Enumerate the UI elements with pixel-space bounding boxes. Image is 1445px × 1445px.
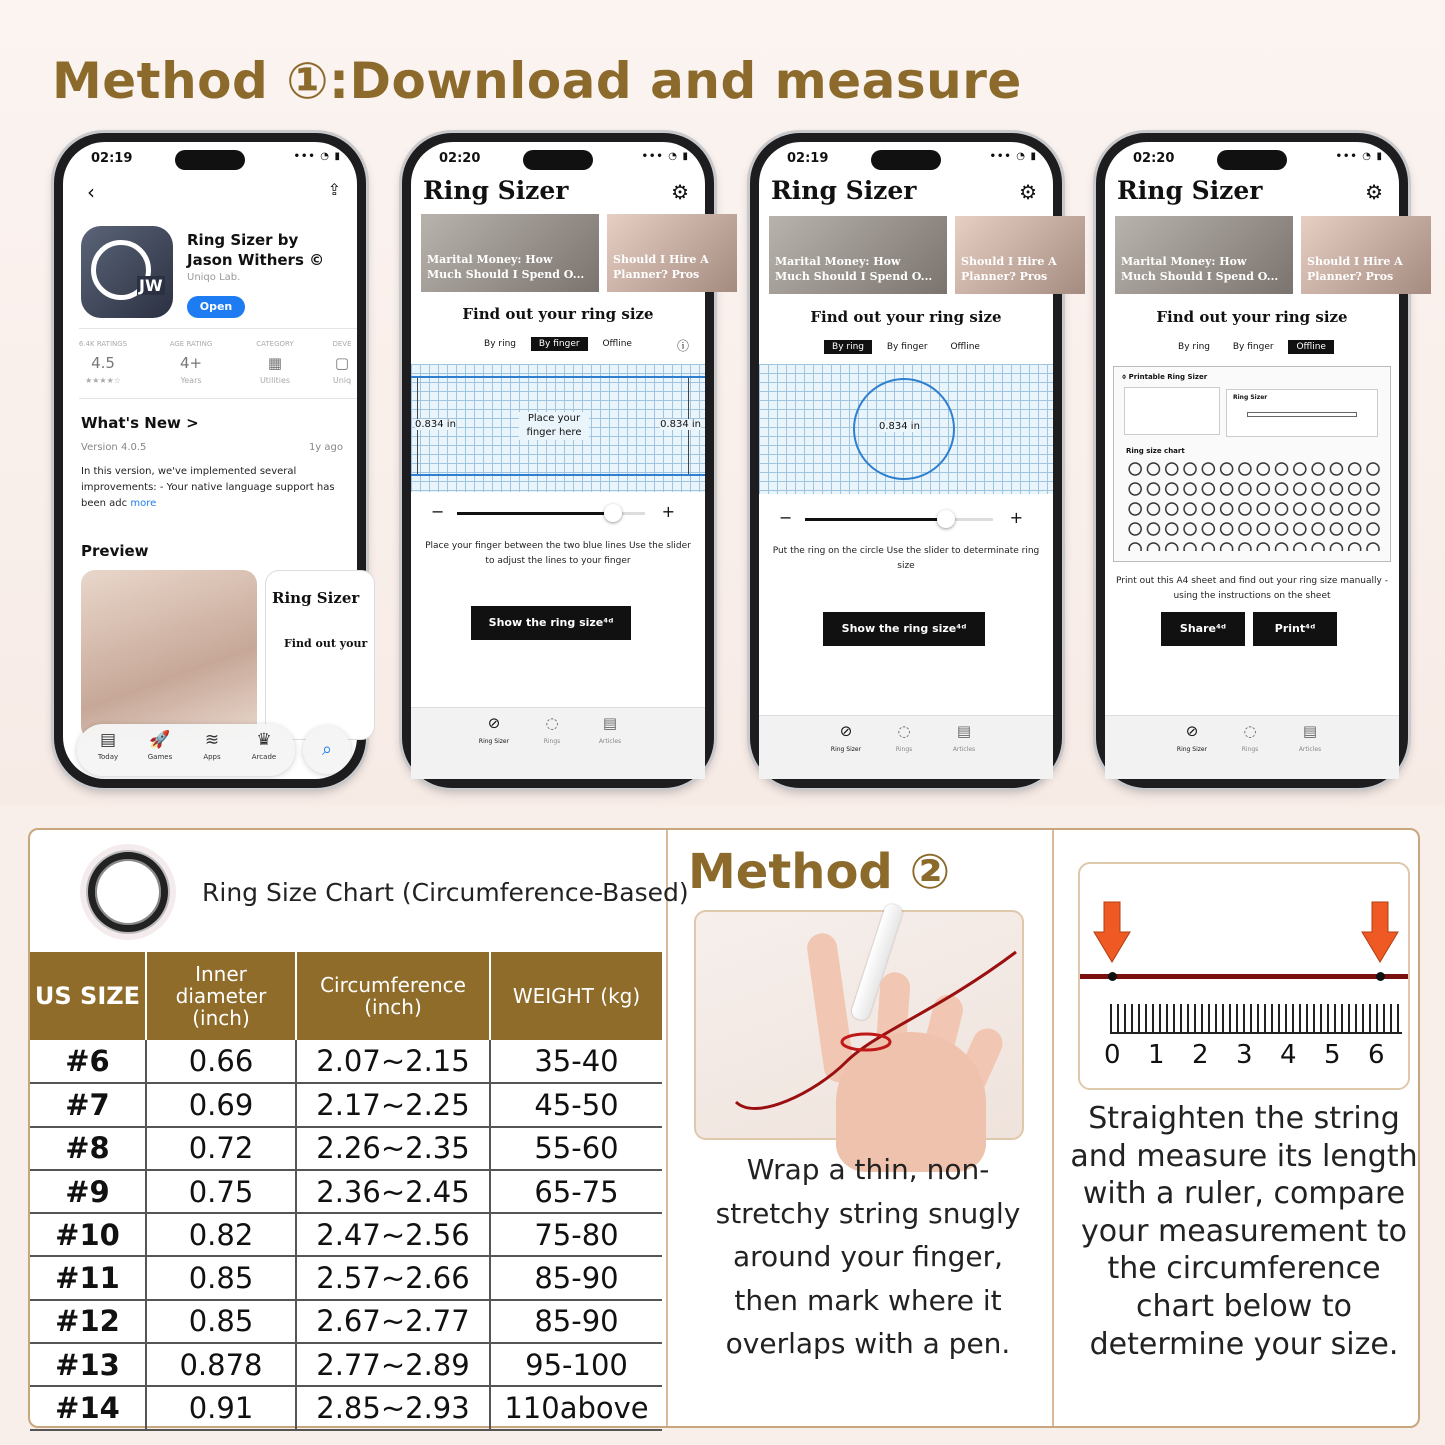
cell-us-size: #7	[30, 1083, 146, 1126]
cell-circumference: 2.47~2.56	[296, 1213, 490, 1256]
mark-dot	[1108, 972, 1117, 981]
app-header	[1117, 176, 1383, 212]
release-notes	[81, 464, 345, 512]
cell-inner-diameter: 0.75	[146, 1170, 296, 1213]
cell-us-size: #14	[30, 1386, 146, 1429]
signal-icon: ••• ◔ ▮	[989, 151, 1037, 162]
chart-title: Ring Size Chart (Circumference-Based)	[202, 878, 689, 907]
cell-circumference: 2.85~2.93	[296, 1386, 490, 1429]
show-ring-size-button[interactable]: Show the ring size⁴ᵈ	[823, 612, 985, 646]
divider	[79, 398, 357, 399]
cell-circumference: 2.17~2.25	[296, 1083, 490, 1126]
bottom-nav	[1105, 715, 1399, 779]
cell-inner-diameter: 0.72	[146, 1127, 296, 1170]
ruler-illustration	[1078, 862, 1410, 1090]
bottom-blue-line[interactable]	[411, 474, 705, 476]
article-card[interactable]	[607, 214, 737, 292]
cell-us-size: #13	[30, 1343, 146, 1386]
cell-us-size: #12	[30, 1300, 146, 1343]
cell-us-size: #6	[30, 1040, 146, 1083]
article-card[interactable]	[1115, 216, 1293, 294]
status-time: 02:19	[787, 151, 829, 166]
table-row	[30, 1213, 662, 1256]
ruler-label: 3	[1236, 1040, 1253, 1070]
share-icon[interactable]: ⇪	[327, 180, 341, 199]
table-row	[30, 1040, 662, 1083]
cell-us-size: #10	[30, 1213, 146, 1256]
cell-inner-diameter: 0.85	[146, 1256, 296, 1299]
mode-tabs	[411, 337, 705, 351]
table-row	[30, 1127, 662, 1170]
printable-sheet-preview[interactable]	[1113, 366, 1391, 562]
nav-articles[interactable]	[1285, 722, 1335, 753]
tab-by-finger[interactable]: By finger	[1232, 342, 1274, 352]
stat-age	[151, 340, 231, 385]
string-line	[1080, 974, 1408, 979]
mode-tabs	[1105, 340, 1399, 354]
cell-inner-diameter: 0.85	[146, 1300, 296, 1343]
ring-icon: ◌	[1243, 722, 1257, 740]
plus-button[interactable]: +	[1009, 508, 1023, 527]
article-card[interactable]	[769, 216, 947, 294]
gear-icon[interactable]: ⚙	[1019, 180, 1037, 204]
developer-icon: ▢	[334, 354, 350, 372]
slider-fill	[805, 518, 946, 521]
version-date: 1y ago	[308, 442, 343, 453]
header-us-size: US SIZE	[30, 952, 146, 1040]
back-icon[interactable]: ‹	[87, 180, 95, 204]
stat-ratings	[63, 340, 143, 385]
tab-by-finger[interactable]: By finger	[531, 337, 588, 351]
ring-sizer-icon: ⊘	[1185, 722, 1199, 740]
more-link[interactable]: more	[130, 498, 157, 509]
cell-circumference: 2.26~2.35	[296, 1127, 490, 1170]
table-row	[30, 1386, 662, 1429]
calculator-icon: ▦	[267, 354, 283, 372]
arrow-down-icon	[1094, 902, 1130, 962]
print-button[interactable]: Print⁴ᵈ	[1253, 612, 1337, 646]
tab-by-finger[interactable]: By finger	[886, 342, 928, 352]
articles-icon: ▤	[1302, 722, 1318, 740]
preview-app-title: Ring Sizer	[272, 589, 360, 607]
circle-label: 0.834 in	[879, 421, 920, 432]
stat-sub: Years	[180, 376, 202, 385]
app-header	[771, 176, 1037, 212]
cell-inner-diameter: 0.91	[146, 1386, 296, 1429]
nav-label: Rings	[1241, 746, 1259, 753]
phone-by-finger	[402, 133, 714, 788]
app-icon-text: JW	[139, 276, 163, 295]
slider-fill	[457, 512, 613, 515]
slider-track[interactable]	[457, 512, 645, 515]
method2-title: Method ②	[688, 844, 951, 900]
app-store-tab-bar	[77, 724, 295, 776]
header-inner-diameter: Inner diameter (inch)	[146, 952, 296, 1040]
slider-knob[interactable]	[937, 510, 955, 528]
plus-button[interactable]: +	[661, 502, 675, 521]
slider-knob[interactable]	[604, 504, 622, 522]
ruler-label: 5	[1324, 1040, 1341, 1070]
preview-app-subtitle: Find out your	[284, 637, 368, 650]
top-blue-line[interactable]	[411, 376, 705, 378]
tab-by-ring[interactable]: By ring	[1178, 342, 1210, 352]
rating-stars: ★★★★☆	[85, 376, 121, 385]
by-finger-screen	[411, 142, 709, 779]
dynamic-island	[523, 150, 593, 170]
size-slider[interactable]	[779, 508, 1023, 528]
nav-label: Ring Sizer	[830, 746, 862, 753]
search-icon[interactable]: ⌕	[303, 726, 351, 774]
ring-size-table	[30, 952, 662, 1431]
nav-label: Articles	[598, 738, 622, 745]
nav-rings[interactable]	[1225, 722, 1275, 753]
cell-weight: 55-60	[490, 1127, 662, 1170]
tab-by-ring[interactable]: By ring	[484, 339, 516, 349]
status-bar	[759, 142, 1053, 178]
panel-divider	[1052, 830, 1054, 1426]
method2-text: Wrap a thin, non-stretchy string snugly around your finger, then mark where it overlaps with a pen.	[715, 1153, 1021, 1360]
layers-icon: ≋	[204, 730, 220, 750]
by-ring-screen	[759, 142, 1057, 779]
app-title: Ring Sizer	[423, 176, 569, 205]
slider-track[interactable]	[805, 518, 993, 521]
table-body	[30, 1040, 662, 1430]
size-slider[interactable]	[431, 502, 675, 522]
status-bar	[411, 142, 705, 178]
nav-label: Articles	[952, 746, 976, 753]
tab-offline[interactable]: Offline	[602, 339, 632, 349]
nav-articles[interactable]	[939, 722, 989, 753]
signal-icon: ••• ◔ ▮	[1335, 151, 1383, 162]
preview-heading: Preview	[81, 542, 149, 560]
instructions: Put the ring on the circle Use the slider to determinate ring size	[772, 546, 1040, 571]
stat-value: 4.5	[91, 354, 115, 372]
cell-circumference: 2.36~2.45	[296, 1170, 490, 1213]
arrow-down-icon	[1362, 902, 1398, 962]
signal-icon: ••• ◔ ▮	[641, 151, 689, 162]
phone-app-store	[54, 133, 366, 788]
nav-rings[interactable]	[527, 714, 577, 745]
nav-label: Ring Sizer	[478, 738, 510, 745]
ruler-label: 4	[1280, 1040, 1297, 1070]
ring-icon: ◌	[545, 714, 559, 732]
release-notes-text: In this version, we've implemented several improvements: - Your native language support has been adc	[81, 466, 335, 509]
tab-today[interactable]	[83, 730, 133, 761]
measure-label-right: 0.834 in	[660, 419, 701, 430]
cell-weight: 35-40	[490, 1040, 662, 1083]
cell-circumference: 2.67~2.77	[296, 1300, 490, 1343]
stat-label: CATEGORY	[256, 340, 294, 348]
status-time: 02:19	[91, 151, 133, 166]
table-row	[30, 1170, 662, 1213]
stat-label: DEVE	[332, 340, 352, 348]
bottom-panel	[28, 828, 1420, 1428]
stat-sub: Uniq	[332, 376, 352, 385]
dynamic-island	[871, 150, 941, 170]
tab-label: Arcade	[251, 753, 277, 761]
article-cards	[1115, 216, 1403, 294]
string-illustration	[736, 952, 1036, 1122]
article-title: Should I Hire A Planner? Pros	[1307, 255, 1403, 283]
cell-us-size: #8	[30, 1127, 146, 1170]
article-card[interactable]	[421, 214, 599, 292]
sheet-sizer-strip	[1226, 389, 1378, 437]
share-button[interactable]: Share⁴ᵈ	[1161, 612, 1245, 646]
nav-label: Ring Sizer	[1176, 746, 1208, 753]
phone-by-ring	[750, 133, 1062, 788]
sheet-title-text: Printable Ring Sizer	[1128, 373, 1208, 381]
status-bar	[1105, 142, 1399, 178]
articles-icon: ▤	[956, 722, 972, 740]
stat-value: 4+	[179, 354, 203, 372]
minus-button[interactable]: −	[431, 502, 445, 521]
tab-offline[interactable]: Offline	[950, 342, 980, 352]
app-title: Ring Sizer	[771, 176, 917, 205]
article-card[interactable]	[955, 216, 1085, 294]
instructions: Place your finger between the two blue lines Use the slider to adjust the lines to your finger	[425, 541, 691, 566]
app-title: Ring Sizer	[1117, 176, 1263, 205]
version-text: Version 4.0.5	[81, 442, 147, 453]
article-card[interactable]	[1301, 216, 1431, 294]
mode-tabs	[759, 340, 1053, 354]
cell-inner-diameter: 0.66	[146, 1040, 296, 1083]
status-time: 02:20	[1133, 151, 1175, 166]
measure-label-left: 0.834 in	[415, 419, 456, 430]
article-title: Marital Money: How Much Should I Spend O...	[427, 253, 585, 281]
bottom-nav	[411, 707, 705, 779]
articles-icon: ▤	[602, 714, 618, 732]
cell-circumference: 2.77~2.89	[296, 1343, 490, 1386]
table-header-row	[30, 952, 662, 1040]
stat-label: AGE RATING	[169, 340, 213, 348]
tab-offline[interactable]: Offline	[1288, 340, 1334, 354]
gear-icon[interactable]: ⚙	[671, 180, 689, 204]
help-icon[interactable]: ⓘ	[676, 339, 689, 353]
cell-weight: 85-90	[490, 1300, 662, 1343]
nav-ring-sizer[interactable]	[821, 722, 871, 753]
panel-divider	[666, 830, 668, 1426]
find-title: Find out your ring size	[810, 308, 1002, 326]
article-title: Should I Hire A Planner? Pros	[613, 253, 709, 281]
app-icon	[81, 226, 173, 318]
page-title: Method ①:Download and measure	[52, 52, 1022, 110]
ring-icon: ◌	[897, 722, 911, 740]
cell-weight: 45-50	[490, 1083, 662, 1126]
sheet-instructions-block	[1124, 387, 1220, 435]
find-title: Find out your ring size	[462, 305, 654, 323]
tab-games[interactable]	[135, 730, 185, 761]
status-time: 02:20	[439, 151, 481, 166]
divider	[79, 328, 357, 329]
ruler-label: 2	[1192, 1040, 1209, 1070]
header-circumference: Circumference (inch)	[296, 952, 490, 1040]
app-name: Ring Sizer by Jason Withers ©	[187, 231, 325, 269]
article-title: Should I Hire A Planner? Pros	[961, 255, 1057, 283]
cell-weight: 110above	[490, 1386, 662, 1429]
tab-label: Apps	[203, 753, 221, 761]
cell-inner-diameter: 0.878	[146, 1343, 296, 1386]
app-header	[423, 176, 689, 212]
measure-grid	[759, 364, 1053, 494]
tab-label: Today	[97, 753, 119, 761]
article-cards	[421, 214, 709, 292]
tab-arcade[interactable]	[239, 730, 289, 761]
cell-circumference: 2.57~2.66	[296, 1256, 490, 1299]
app-developer[interactable]: Uniqo Lab.	[187, 272, 241, 283]
nav-ring-sizer[interactable]	[469, 714, 519, 745]
gear-icon[interactable]: ⚙	[1365, 180, 1383, 204]
phone-offline	[1096, 133, 1408, 788]
sheet-chart-label: Ring size chart	[1126, 447, 1185, 455]
tab-label: Games	[147, 753, 173, 761]
preview-screenshot-hand[interactable]	[81, 570, 257, 740]
ring-circles-chart	[1126, 459, 1382, 551]
ring-sizer-icon: ⊘	[839, 722, 853, 740]
nav-ring-sizer[interactable]	[1167, 722, 1217, 753]
dynamic-island	[1217, 150, 1287, 170]
ruler-ticks	[1110, 1004, 1402, 1034]
nav-label: Rings	[895, 746, 913, 753]
instructions: Print out this A4 sheet and find out your ring size manually - using the instructions on the sheet	[1116, 576, 1388, 601]
ring-band	[88, 852, 168, 932]
method3-text: Straighten the string and measure its length with a ruler, compare your measurement to the circumference chart below to determine your size.	[1070, 1101, 1418, 1362]
cell-circumference: 2.07~2.15	[296, 1040, 490, 1083]
open-button[interactable]: Open	[187, 296, 245, 318]
stat-sub: Utilities	[259, 376, 291, 385]
minus-button[interactable]: −	[779, 508, 793, 527]
nav-articles[interactable]	[585, 714, 635, 745]
nav-label: Rings	[543, 738, 561, 745]
today-icon: ▤	[99, 730, 117, 750]
cell-us-size: #11	[30, 1256, 146, 1299]
table-row	[30, 1343, 662, 1386]
ruler-label: 0	[1104, 1040, 1121, 1070]
cell-weight: 75-80	[490, 1213, 662, 1256]
cell-weight: 95-100	[490, 1343, 662, 1386]
article-cards	[769, 216, 1057, 294]
nav-rings[interactable]	[879, 722, 929, 753]
table-row	[30, 1300, 662, 1343]
article-title: Marital Money: How Much Should I Spend O...	[1121, 255, 1279, 283]
app-store-screen	[63, 142, 368, 779]
place-finger-hint: Place your finger here	[519, 412, 589, 440]
table-row	[30, 1083, 662, 1126]
show-ring-size-button[interactable]: Show the ring size⁴ᵈ	[471, 606, 631, 640]
article-title: Marital Money: How Much Should I Spend O...	[775, 255, 933, 283]
header-weight: WEIGHT (kg)	[490, 952, 662, 1040]
cell-weight: 65-75	[490, 1170, 662, 1213]
dynamic-island	[175, 150, 245, 170]
ruler-label: 6	[1368, 1040, 1385, 1070]
nav-label: Articles	[1298, 746, 1322, 753]
offline-screen	[1105, 142, 1403, 779]
find-title: Find out your ring size	[1156, 308, 1348, 326]
cell-inner-diameter: 0.82	[146, 1213, 296, 1256]
bottom-nav	[759, 715, 1053, 779]
measure-grid	[411, 364, 705, 492]
sheet-sizer-title: Ring Sizer	[1233, 394, 1268, 401]
stat-developer	[317, 340, 367, 385]
hand-string-illustration	[694, 910, 1024, 1140]
tab-by-ring[interactable]: By ring	[824, 340, 872, 354]
stat-category	[235, 340, 315, 385]
ruler-label: 1	[1148, 1040, 1165, 1070]
signal-icon: ••• ◔ ▮	[293, 151, 341, 162]
stat-label: 6.4K RATINGS	[78, 340, 128, 348]
rocket-icon: 🚀	[149, 730, 171, 750]
sizer-strip-shape	[1247, 412, 1357, 417]
ring-sizer-icon: ⊘	[487, 714, 501, 732]
whats-new-link[interactable]: What's New >	[81, 414, 199, 432]
table-row	[30, 1256, 662, 1299]
cell-us-size: #9	[30, 1170, 146, 1213]
ring-icon	[80, 844, 176, 940]
status-bar	[63, 142, 357, 178]
sheet-title: ⌽ Printable Ring Sizer	[1122, 373, 1208, 381]
joystick-icon: ♛	[256, 730, 272, 750]
cell-weight: 85-90	[490, 1256, 662, 1299]
preview-screenshot-app[interactable]	[265, 570, 375, 740]
tab-apps[interactable]	[187, 730, 237, 761]
cell-inner-diameter: 0.69	[146, 1083, 296, 1126]
mark-dot	[1376, 972, 1385, 981]
